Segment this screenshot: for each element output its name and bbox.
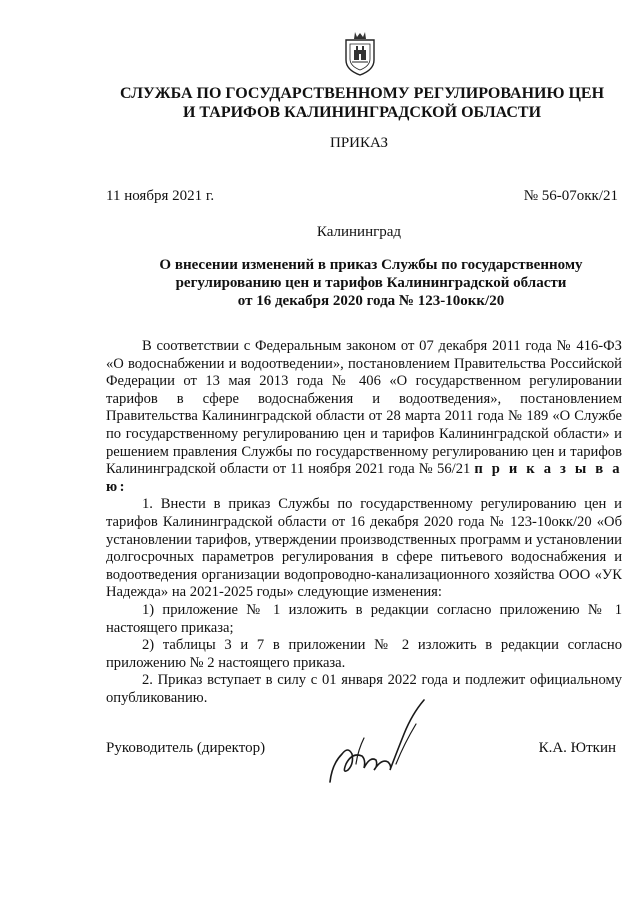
preamble-paragraph xyxy=(106,338,622,496)
document-title xyxy=(136,256,606,310)
item-1-2-paragraph: 2) таблицы 3 и 7 в приложении № 2 изложить в редакции согласно приложению № 2 настоящего приказа. xyxy=(106,637,622,671)
preamble-text: В соответствии с Федеральным законом от 07 декабря 2011 года № 416-ФЗ «О водоснабжении и водоотведении», постановлением Правительства Российской Федерации от 13 мая 2013 года № 406 «О государственном регулировании тарифов в сфере водоснабжения и водоотведения», постановлением Правительства Калининградской области от 28 марта 2011 года № 189 «О Службе по государственному регулированию цен и тарифов Калининградской области» и решением правления Службы по государственному регулированию цен и тарифов Калининградской области от 11 ноября 2021 года № 56/21 xyxy=(106,338,622,478)
document-title-line3: от 16 декабря 2020 года № 123-10окк/20 xyxy=(237,293,505,309)
organization-name xyxy=(0,84,640,122)
document-number: № 56-07окк/21 xyxy=(523,188,618,204)
organization-name-line2: И ТАРИФОВ КАЛИНИНГРАДСКОЙ ОБЛАСТИ xyxy=(182,104,542,121)
item-2-paragraph: 2. Приказ вступает в силу с 01 января 2022 года и подлежит официальному опубликованию. xyxy=(106,672,622,706)
coat-of-arms-emblem xyxy=(342,30,378,76)
document-date: 11 ноября 2021 г. xyxy=(106,188,215,204)
handwritten-signature xyxy=(312,694,452,790)
document-title-line2: регулированию цен и тарифов Калининградской области xyxy=(175,275,567,291)
document-city: Калининград xyxy=(316,224,402,240)
organization-name-line1: СЛУЖБА ПО ГОСУДАРСТВЕННОМУ РЕГУЛИРОВАНИЮ ЦЕН xyxy=(119,85,605,102)
order-word: п р и к а з ы в а ю: xyxy=(106,461,622,495)
item-1-1-paragraph: 1) приложение № 1 изложить в редакции согласно приложению № 1 настоящего приказа; xyxy=(106,601,622,636)
document-title-line1: О внесении изменений в приказ Службы по государственному xyxy=(159,257,583,273)
signer-name: К.А. Юткин xyxy=(538,740,616,756)
document-type: ПРИКАЗ xyxy=(330,135,388,151)
signer-role: Руководитель (директор) xyxy=(106,740,266,756)
item-1-paragraph: 1. Внести в приказ Службы по государственному регулированию цен и тарифов Калининградской области от 16 декабря 2020 года № 123-10окк/20 «Об установлении тарифов, утверждении производственных программ и установлении долгосрочных параметров регулирования в сфере питьевого водоснабжения и водоотведения организации водопроводно-канализационного хозяйства ООО «УК Надежда» на 2021-2025 годы» следующие изменения: xyxy=(106,496,622,601)
document-body xyxy=(106,338,622,707)
